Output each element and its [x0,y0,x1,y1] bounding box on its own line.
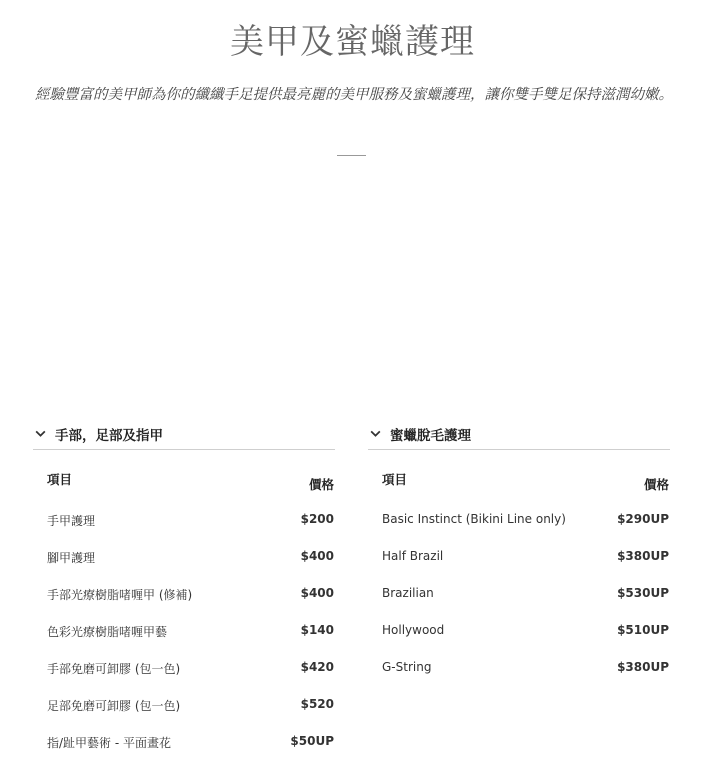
item-name: Half Brazil [382,549,444,563]
item-price: $520 [300,697,334,711]
page-title: 美甲及蜜蠟護理 [230,22,475,62]
price-table [33,470,335,771]
item-name: 色彩光療樹脂啫喱甲藝 [47,625,168,639]
table-row [368,586,670,623]
item-name: 腳甲護理 [47,551,96,565]
item-name: 足部免磨可卸膠 (包一色) [47,699,181,713]
divider [337,155,366,156]
item-name: 手部免磨可卸膠 (包一色) [47,662,181,676]
table-row [33,586,335,623]
column-header-price: 價格 [308,477,334,492]
section-header-waxing[interactable] [368,418,670,450]
column-header-item: 項目 [382,472,408,487]
item-price: $420 [300,660,334,674]
section-waxing [368,418,670,697]
item-name: G-String [382,660,432,674]
item-price: $530UP [617,586,669,600]
section-header-hand-foot-nails[interactable] [33,418,335,450]
section-hand-foot-nails [33,418,335,771]
chevron-down-icon[interactable] [369,427,382,440]
item-name: Basic Instinct (Bikini Line only) [382,512,566,526]
item-name: Brazilian [382,586,434,600]
price-table [368,470,670,697]
column-header-price: 價格 [643,477,669,492]
table-row [368,512,670,549]
table-row [368,549,670,586]
item-price: $200 [300,512,334,526]
item-price: $510UP [617,623,669,637]
table-row [33,549,335,586]
table-row [33,660,335,697]
section-title: 蜜蠟脫毛護理 [390,427,471,444]
item-price: $400 [300,549,334,563]
intro-text: 經驗豐富的美甲師為你的纖纖手足提供最亮麗的美甲服務及蜜蠟護理，讓你雙手雙足保持滋潤幼嫩。 [35,87,673,103]
item-price: $140 [300,623,334,637]
table-row [33,512,335,549]
item-name: 指/趾甲藝術 - 平面畫花 [47,736,172,750]
table-row [33,623,335,660]
table-row [368,623,670,660]
table-header-row [33,470,335,512]
item-price: $400 [300,586,334,600]
table-row [33,734,335,771]
section-title: 手部，足部及指甲 [55,427,163,444]
table-header-row [368,470,670,512]
table-row [33,697,335,734]
item-name: 手部光療樹脂啫喱甲 (修補) [47,588,193,602]
item-price: $50UP [290,734,334,748]
item-price: $380UP [617,549,669,563]
item-price: $380UP [617,660,669,674]
column-header-item: 項目 [47,472,73,487]
item-name: 手甲護理 [47,514,96,528]
chevron-down-icon[interactable] [34,427,47,440]
table-row [368,660,670,697]
item-price: $290UP [617,512,669,526]
item-name: Hollywood [382,623,445,637]
